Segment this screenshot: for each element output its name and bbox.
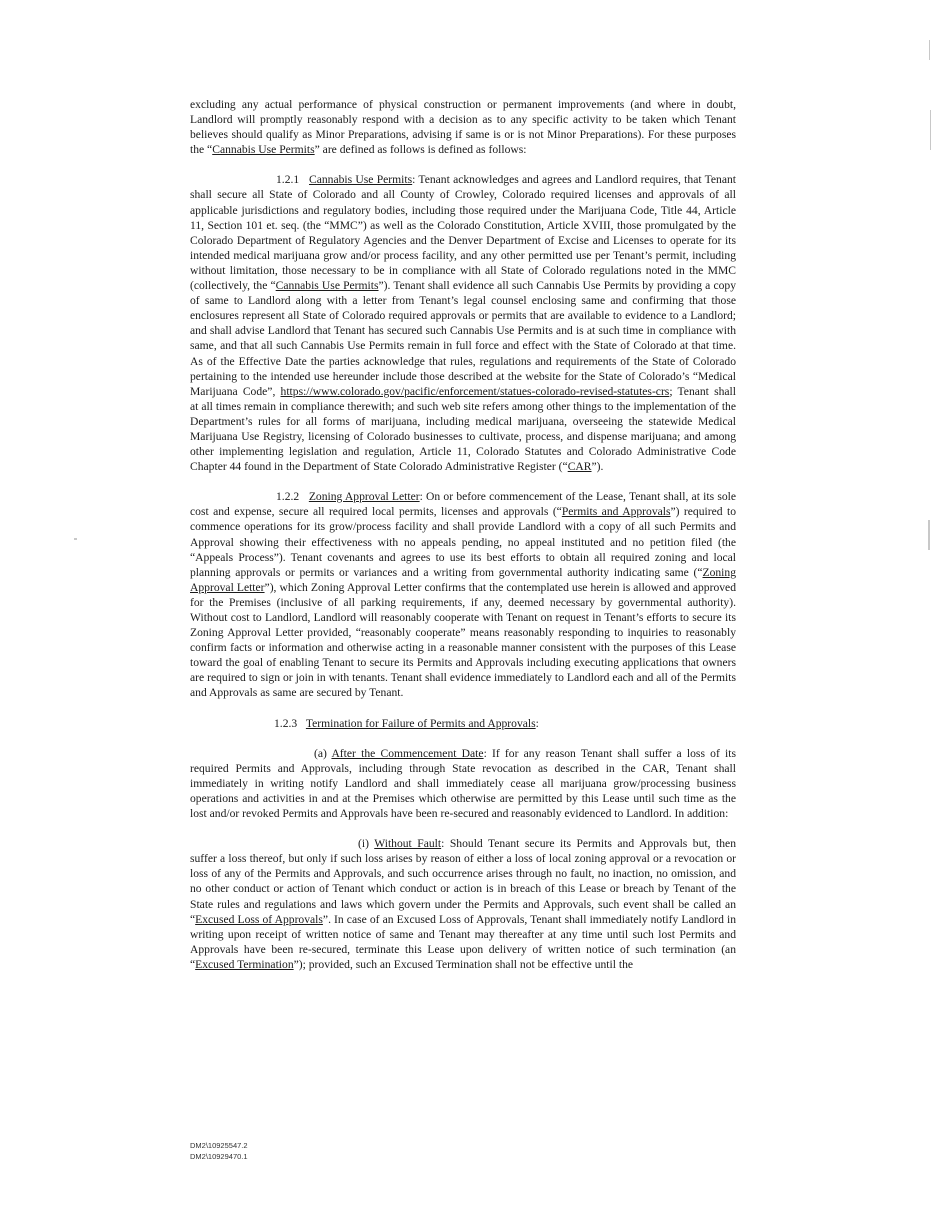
section-heading: Cannabis Use Permits — [309, 173, 413, 187]
section-number: 1.2.3 — [274, 716, 298, 730]
defined-term: Permits and Approvals — [561, 505, 671, 519]
scan-edge-mark — [929, 40, 930, 60]
document-id-footer — [190, 1140, 248, 1162]
section-heading: Termination for Failure of Permits and Approvals — [305, 716, 536, 730]
defined-term: Cannabis Use Permits — [275, 279, 379, 293]
subsection-a-i: (i) Without Fault: Should Tenant secure its Permits and Approvals but, then suffer a loss thereof, but only if such loss arises by reason of either a loss of local zoning approval or a revocation or loss of any of the Permits and Approvals, and such occurrence arises through no fault, no inaction, no omission, and no other conduct or action of Tenant which conduct or action is in breach of this Lease or breach by Tenant of the State rules and regulations and laws which govern under the Permits and Approvals, such event shall be called an “Excused Loss of Approvals”. In case of an Excused Loss of Approvals, Tenant shall immediately notify Landlord in writing upon receipt of written notice of same and Tenant may thereafter at any time until such lost Permits and Approvals have been re-secured, terminate this Lease upon delivery of written notice of such termination (an “Excused Termination”); provided, such an Excused Termination shall not be effective until the — [190, 837, 736, 971]
doc-id-line: DM2\10925547.2 — [190, 1141, 248, 1150]
defined-term: CAR — [567, 460, 592, 474]
subsection-heading: Without Fault — [374, 837, 442, 851]
defined-term: Cannabis Use Permits — [212, 143, 315, 157]
subsection-a: (a) After the Commencement Date: If for any reason Tenant shall suffer a loss of its required Permits and Approvals, including through State revocation as described in the CAR, Tenant shall immediately in writing notify Landlord and shall immediately cease all marijuana grow/processing business operations and activities in and at the Premises which otherwise are permitted by this Lease until such time as the lost and/or revoked Permits and Approvals have been re-secured and reasonably evidenced to Landlord. In addition: — [190, 746, 736, 821]
statutes-link[interactable]: https://www.colorado.gov/pacific/enforcement/statues-colorado-revised-statutes-crs — [280, 384, 670, 398]
defined-term: Excused Termination — [195, 957, 294, 971]
intro-paragraph: excluding any actual performance of physical construction or permanent improvements (and where in doubt, Landlord will promptly reasonably respond with a decision as to any specific activity to be taken which Tenant believes should qualify as Minor Preparations, advising if same is or is not Minor Preparations). For these purposes the “Cannabis Use Permits” are defined as follows is defined as follows: — [190, 98, 736, 157]
section-1-2-2: 1.2.2 Zoning Approval Letter: On or before commencement of the Lease, Tenant shall, at its sole cost and expense, secure all required local permits, licenses and approvals (“Permits and Approvals”) required to commence operations for its grow/process facility and shall provide Landlord with a copy of all such Permits and Approval showing their effectiveness with no appeals pending, no appeal instituted and no petition filed (the “Appeals Process”). Tenant covenants and agrees to use its best efforts to obtain all required zoning and local planning approvals or permits or variances and a writing from governmental authority indicating same (“Zoning Approval Letter”), which Zoning Approval Letter confirms that the contemplated use herein is allowed and approved for the Premises (inclusive of all parking requirements, if any, deemed necessary by governmental authority). Without cost to Landlord, Landlord will reasonably cooperate with Tenant on request in Tenant’s efforts to secure its Zoning Approval Letter provided, “reasonably cooperate” means reasonably responding to inquiries to reasonably confirm facts or information and otherwise acting in a reasonable manner consistent with the purposes of this Lease toward the goal of enabling Tenant to secure its Permits and Approvals including executing applications that owners are required to sign or join in with tenants. Tenant shall evidence immediately to Landlord each and all of the Permits and Approvals as same are secured by Tenant. — [190, 490, 737, 700]
document-body — [190, 97, 736, 987]
section-1-2-3: 1.2.3 Termination for Failure of Permits and Approvals: — [274, 716, 539, 730]
section-1-2-1: 1.2.1 Cannabis Use Permits: Tenant acknowledges and agrees and Landlord requires, that Tenant shall secure all State of Colorado and all County of Crowley, Colorado required licenses and approvals of all applicable jurisdictions and regulatory bodies, including those required under the Marijuana Code, Title 44, Article 11, Section 101 et. seq. (the “MMC”) as well as the Colorado Constitution, Article XVIII, those promulgated by the Colorado Department of Regulatory Agencies and the Denver Department of Excise and Licenses to operate for its intended medical marijuana grow and/or process facility, and any other permitted use per Tenant’s permit, including without limitation, those necessary to be in compliance with all State of Colorado regulations noted in the MMC (collectively, the “Cannabis Use Permits”). Tenant shall evidence all such Cannabis Use Permits by providing a copy of same to Landlord along with a letter from Tenant’s legal counsel enclosing same and confirming that those enclosures represent all State of Colorado required approvals or permits that are available to evidence to a Landlord; and shall advise Landlord that Tenant has secured such Cannabis Use Permits and is at such time in compliance with same, and that all such Cannabis Use Permits remain in full force and effect with the State of Colorado at that time. As of the Effective Date the parties acknowledge that rules, regulations and requirements of the State of Colorado pertaining to the intended use hereunder include those described at the website for the State of Colorado’s “Medical Marijuana Code”, https://www.colorado.gov/pacific/enforcement/statues-colorado-revised-statutes-crs; Tenant shall at all times remain in compliance therewith; and such web site refers among other things to the implementation of the Department’s rules for all forms of marijuana, including medical marijuana, overseeing the statewide Medical Marijuana Use Registry, licensing of Colorado businesses to cultivate, process, and dispense marijuana; and among other implementing legislation and regulation, Article 11, Colorado Statutes and Colorado Administrative Code Chapter 44 found in the Department of State Colorado Administrative Register (“CAR”). — [190, 173, 737, 474]
doc-id-line: DM2\10929470.1 — [190, 1152, 248, 1161]
scan-speck — [74, 538, 77, 540]
section-number: 1.2.1 — [276, 173, 300, 187]
defined-term: Zoning Approval Letter — [190, 565, 736, 594]
scan-edge-mark — [930, 110, 931, 150]
defined-term: Excused Loss of Approvals — [195, 912, 323, 926]
section-heading: Zoning Approval Letter — [308, 490, 420, 504]
subsection-heading: After the Commencement Date — [331, 746, 484, 760]
section-number: 1.2.2 — [276, 490, 300, 504]
scan-edge-mark — [928, 520, 930, 550]
